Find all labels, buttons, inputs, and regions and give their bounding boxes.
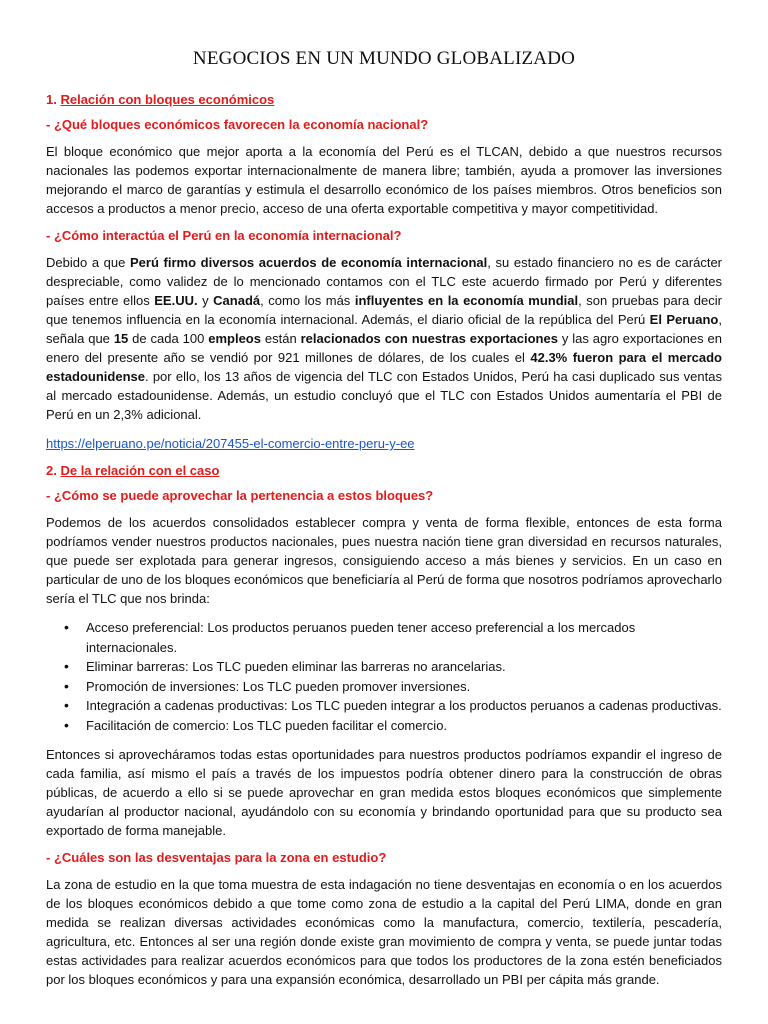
p2-text: . por ello, los 13 años de vigencia del TLC con Estados Unidos, Perú ha casi duplicado sus ventas al mercado estadounidense. Además, un estudio concluyó que el TLC con Estados Unidos aumentaría el PBI de Perú en un 2,3% adicional. xyxy=(46,369,722,422)
section-2-heading xyxy=(46,463,722,478)
p2-text: Debido a que xyxy=(46,255,131,270)
p2-text: y las agro exportaciones en enero del presente año se vendió por 921 millones de dólares, de los cuales el xyxy=(46,331,722,365)
benefits-list xyxy=(46,618,722,735)
p2-bold: 42.3% fueron para el mercado estadounidense xyxy=(46,350,722,384)
p2-bold: El Peruano xyxy=(649,312,719,327)
p2-text: , su estado financiero no es de carácter despreciable, como validez de lo mencionado contamos con el TLC este acuerdo firmado por Perú y diferentes países entre ellos xyxy=(46,255,723,308)
p2-bold: Perú firmo diversos acuerdos de economía internacional xyxy=(130,255,488,270)
p2-text: y xyxy=(197,293,214,308)
paragraph-1: El bloque económico que mejor aporta a la economía del Perú es el TLCAN, debido a que nuestros recursos nacionales las podemos exportar internacionalmente de manera libre; también, ayuda a promover las inversiones mejorando el marco de garantías y estimula el desarrollo económico de los países miembros. Otros beneficios son accesos a productos a menor precio, acceso de una oferta exportable competitiva y mayor competitividad. xyxy=(46,144,722,216)
section-2-number: 2. xyxy=(46,463,61,478)
list-item: • Facilitación de comercio: Los TLC pueden facilitar el comercio. xyxy=(86,716,722,736)
paragraph-3: Podemos de los acuerdos consolidados establecer compra y venta de forma flexible, entonces de esta forma podríamos vender nuestros productos nacionales, pues nuestra nación tiene gran diversidad en recursos naturales, que puede ser explotada para generar ingresos, consiguiendo acceso a más bienes y servicios. En un caso en particular de uno de los bloques económicos que beneficiaría al Perú de forma que nosotros podríamos aprovecharlo sería el TLC que nos brinda: xyxy=(46,515,722,606)
question-1: - ¿Qué bloques económicos favorecen la economía nacional? xyxy=(46,117,429,132)
section-1-label: Relación con bloques económicos xyxy=(60,92,275,107)
paragraph-2 xyxy=(46,253,722,424)
p2-text: , son pruebas para decir que tenemos influencia en la economía internacional. Además, el diario oficial de la república del Perú xyxy=(46,293,722,327)
p2-text: de cada 100 xyxy=(128,331,209,346)
p2-bold: 15 xyxy=(113,331,129,346)
paragraph-4: Entonces si aprovecháramos todas estas oportunidades para nuestros productos podríamos expandir el ingreso de cada familia, así mismo el país a través de los impuestos podría obtener dinero para la construcción de obras públicas, de acuerdo a ello si se puede aprovechar en gran medida estos bloques económicos que simplemente ayudarían al productor nacional, ayudándolo con su economía y brindando oportunidad para que su producto sea exportado de forma manejable. xyxy=(46,747,722,838)
p2-bold: Canadá xyxy=(213,293,261,308)
p2-text: , señala que xyxy=(46,312,722,346)
source-link[interactable]: https://elperuano.pe/noticia/207455-el-comercio-entre-peru-y-ee xyxy=(46,436,415,451)
document-title: NEGOCIOS EN UN MUNDO GLOBALIZADO xyxy=(192,48,576,69)
paragraph-5: La zona de estudio en la que toma muestra de esta indagación no tiene desventajas en economía o en los acuerdos de los bloques económicos debido a que tome como zona de estudio a la capital del Perú LIMA, donde en gran medida se realizan diversas actividades económicas como la manufactura, comercio, textilería, pescadería, agricultura, etc. Entonces al ser una región donde existe gran movimiento de compra y venta, se puede juntar todas estas actividades para realizar acuerdos económicos para que todos los productores de la zona estén beneficiados por los bloques económicos y para una expansión económica, desarrollado un PBI per cápita más grande. xyxy=(46,877,722,987)
list-item: • Integración a cadenas productivas: Los TLC pueden integrar a los productos peruanos a cadenas productivas. xyxy=(86,696,722,716)
p2-bold: EE.UU. xyxy=(154,293,198,308)
p2-bold: influyentes en la economía mundial xyxy=(354,293,579,308)
list-item: • Eliminar barreras: Los TLC pueden eliminar las barreras no arancelarias. xyxy=(86,657,722,677)
p2-bold: empleos xyxy=(208,331,261,346)
section-2-label: De la relación con el caso xyxy=(60,463,220,478)
section-1-heading xyxy=(46,92,722,107)
p2-bold: relacionados con nuestras exportaciones xyxy=(300,331,558,346)
p2-text: están xyxy=(260,331,301,346)
section-1-number: 1. xyxy=(46,92,61,107)
list-item: • Promoción de inversiones: Los TLC pueden promover inversiones. xyxy=(86,677,722,697)
question-2: - ¿Cómo interactúa el Perú en la economía internacional? xyxy=(46,228,402,243)
question-4: - ¿Cuáles son las desventajas para la zona en estudio? xyxy=(46,850,387,865)
source-link-line xyxy=(46,434,722,453)
question-3: - ¿Cómo se puede aprovechar la pertenencia a estos bloques? xyxy=(46,488,434,503)
p2-text: , como los más xyxy=(260,293,355,308)
list-item: • Acceso preferencial: Los productos peruanos pueden tener acceso preferencial a los mercados internacionales. xyxy=(86,618,722,657)
